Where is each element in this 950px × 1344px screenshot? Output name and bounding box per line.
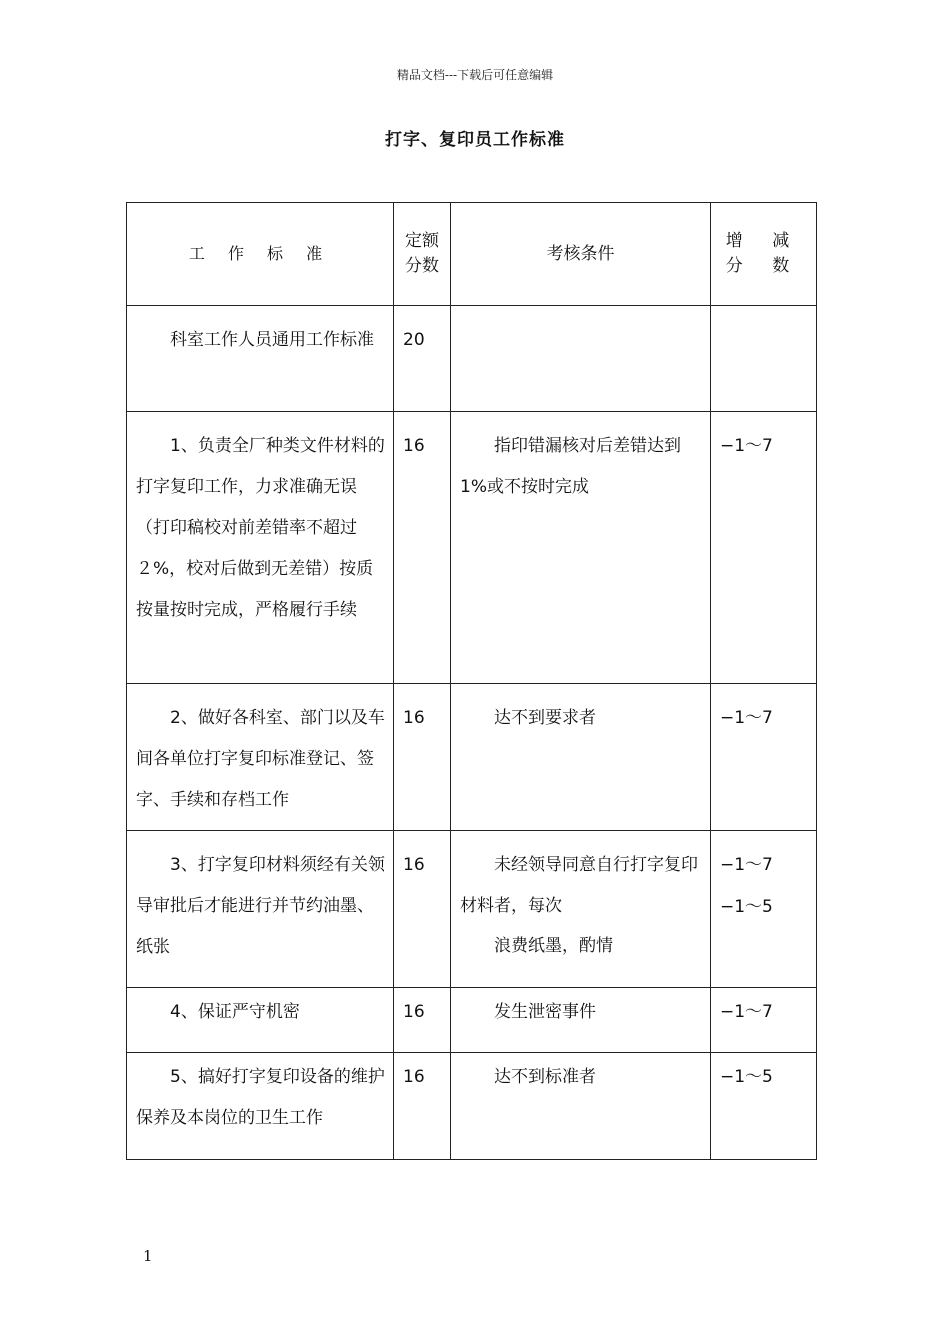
table-row [127,831,817,988]
score-cell: 16 [394,684,451,831]
score-cell: 16 [394,412,451,684]
header-standard: 工 作 标 准 [127,203,394,306]
criteria-cell [451,306,711,412]
standard-cell: 4、保证严守机密 [127,988,394,1053]
document-title: 打字、复印员工作标准 [385,130,565,150]
table-row [127,306,817,412]
standard-cell: 1、负责全厂种类文件材料的打字复印工作，力求准确无误（打印稿校对前差错率不超过２%，校对后做到无差错）按质按量按时完成，严格履行手续 [127,412,394,684]
criteria-cell: 指印错漏核对后差错达到1%或不按时完成 [451,412,711,684]
header-note: 精品文档---下载后可任意编辑 [396,68,554,82]
table-row [127,412,817,684]
score-cell: 16 [394,988,451,1053]
page-number: 1 [143,1247,153,1265]
table-row [127,988,817,1053]
delta-cell: −1～5 [711,1053,817,1160]
table-row [127,1053,817,1160]
delta-cell: −1～7 [711,684,817,831]
header-delta-score: 增 减 分 数 [711,203,817,306]
criteria-cell: 发生泄密事件 [451,988,711,1053]
criteria-line: 浪费纸墨，酌情 [494,936,613,956]
criteria-cell: 达不到标准者 [451,1053,711,1160]
table-row [127,684,817,831]
table-header-row [127,203,817,306]
delta-cell: −1～7 [711,412,817,684]
standards-table [126,202,817,1160]
delta-cell [711,831,817,988]
standard-cell: 2、做好各科室、部门以及车间各单位打字复印标准登记、签字、手续和存档工作 [127,684,394,831]
header-quota-score: 定额 分数 [394,203,451,306]
header-criteria: 考核条件 [451,203,711,306]
score-cell: 16 [394,831,451,988]
delta-cell: −1～7 [711,988,817,1053]
delta-line: −1～5 [720,897,773,917]
delta-cell [711,306,817,412]
score-cell: 16 [394,1053,451,1160]
criteria-cell: 达不到要求者 [451,684,711,831]
criteria-line: 未经领导同意自行打字复印材料者，每次 [460,855,698,916]
score-cell: 20 [394,306,451,412]
standard-cell: 科室工作人员通用工作标准 [127,306,394,412]
standard-cell: 3、打字复印材料须经有关领导审批后才能进行并节约油墨、纸张 [127,831,394,988]
standard-cell: 5、搞好打字复印设备的维护保养及本岗位的卫生工作 [127,1053,394,1160]
delta-line: −1～7 [720,855,773,875]
criteria-cell [451,831,711,988]
